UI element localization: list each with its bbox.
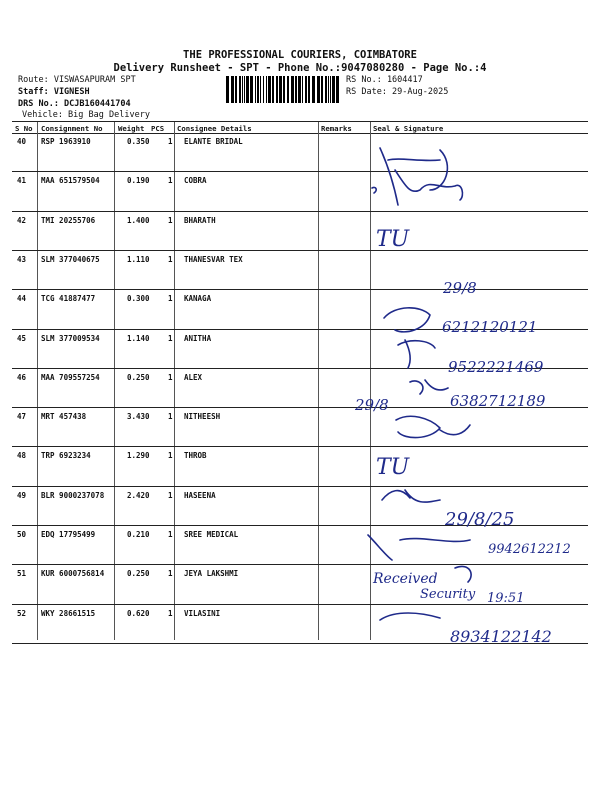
row-consignment: MAA 709557254 xyxy=(41,372,100,382)
col-sep xyxy=(370,122,371,640)
row-consignment: TMI 20255706 xyxy=(41,215,96,225)
signature-stroke xyxy=(368,535,470,560)
col-weight: Weight xyxy=(118,124,145,133)
row-weight: 0.250 xyxy=(127,372,150,382)
col-sep xyxy=(114,122,115,640)
row-consignee: VILASINI xyxy=(184,608,221,618)
row-pcs: 1 xyxy=(168,490,173,500)
barcode-bar xyxy=(255,76,256,103)
handwritten-note: Received xyxy=(373,571,438,587)
row-pcs: 1 xyxy=(168,451,173,461)
col-sep xyxy=(174,122,175,640)
row-consignment: SLM 377009534 xyxy=(41,333,100,343)
row-pcs: 1 xyxy=(168,294,173,304)
row-consignee: BHARATH xyxy=(184,215,216,225)
drs-number: DRS No.: DCJB160441704 xyxy=(18,99,131,109)
vehicle-label: Vehicle: Big Bag Delivery xyxy=(22,110,150,120)
row-sno: 40 xyxy=(17,137,27,146)
barcode-bar xyxy=(321,76,323,103)
row-sno: 52 xyxy=(17,608,27,618)
table-top-rule xyxy=(12,121,588,122)
row-pcs: 1 xyxy=(168,608,173,618)
barcode-bar xyxy=(257,76,259,103)
row-consignment: WKY 28661515 xyxy=(41,608,96,618)
row-rule xyxy=(12,250,588,251)
barcode-bar xyxy=(242,76,243,103)
row-rule xyxy=(12,171,588,172)
row-sno: 42 xyxy=(17,215,27,225)
handwritten-phone: 6212120121 xyxy=(442,318,538,336)
row-pcs: 1 xyxy=(168,215,173,225)
row-rule xyxy=(12,211,588,212)
row-rule xyxy=(12,604,588,605)
row-rule xyxy=(12,446,588,447)
row-rule xyxy=(12,329,588,330)
row-rule xyxy=(12,289,588,290)
row-consignment: EDQ 17795499 xyxy=(41,530,96,539)
row-rule xyxy=(12,643,588,644)
row-consignee: ANITHA xyxy=(184,333,212,343)
barcode-bar xyxy=(317,76,320,103)
col-sno: S No xyxy=(15,124,33,133)
col-consignment: Consignment No xyxy=(41,124,103,133)
row-pcs: 1 xyxy=(168,137,173,146)
barcode-bar xyxy=(298,76,301,103)
row-consignee: SREE MEDICAL xyxy=(184,530,239,539)
handwritten-tu: TU xyxy=(376,227,410,252)
row-consignee: JEYA LAKSHMI xyxy=(184,569,239,579)
col-consignee: Consignee Details xyxy=(177,124,252,133)
row-rule xyxy=(12,564,588,565)
signature-stroke xyxy=(382,490,440,502)
barcode-bar xyxy=(325,76,327,103)
staff-label: Staff: VIGNESH xyxy=(18,87,90,97)
barcode-bar xyxy=(332,76,335,103)
signature-stroke xyxy=(455,566,471,582)
barcode-bar xyxy=(235,76,237,103)
handwritten-note: Security xyxy=(420,587,476,602)
barcode-bar xyxy=(263,76,264,103)
row-weight: 1.140 xyxy=(127,333,150,343)
barcode-bar xyxy=(226,76,229,103)
row-weight: 0.190 xyxy=(127,176,150,186)
col-sep xyxy=(37,122,38,640)
barcode-bar xyxy=(295,76,297,103)
row-consignment: KUR 6000756814 xyxy=(41,569,105,579)
row-weight: 1.400 xyxy=(127,215,150,225)
rs-number: RS No.: 1604417 xyxy=(346,75,423,85)
col-pcs: PCS xyxy=(151,124,165,133)
row-pcs: 1 xyxy=(168,333,173,343)
row-consignment: SLM 377040675 xyxy=(41,254,100,264)
row-consignment: BLR 9000237078 xyxy=(41,490,105,500)
handwritten-phone: 9942612212 xyxy=(488,542,571,557)
barcode-bar xyxy=(302,76,303,103)
handwritten-date: 29/8 xyxy=(443,279,477,297)
barcode-bar xyxy=(305,76,307,103)
row-pcs: 1 xyxy=(168,176,173,186)
row-sno: 43 xyxy=(17,254,27,264)
signature-stroke xyxy=(430,150,447,190)
row-rule xyxy=(12,486,588,487)
row-consignment: MAA 651579504 xyxy=(41,176,100,186)
barcode-bar xyxy=(330,76,331,103)
table-header-rule xyxy=(12,133,588,134)
row-pcs: 1 xyxy=(168,254,173,264)
row-consignee: ELANTE BRIDAL xyxy=(184,137,243,146)
handwritten-date: 29/8 xyxy=(355,396,389,414)
barcode-bar xyxy=(328,76,329,103)
barcode-bar xyxy=(312,76,315,103)
row-rule xyxy=(12,525,588,526)
row-consignee: HASEENA xyxy=(184,490,216,500)
row-pcs: 1 xyxy=(168,412,173,422)
handwritten-phone: 8934122142 xyxy=(450,627,552,646)
row-consignment: TCG 41887477 xyxy=(41,294,96,304)
row-sno: 49 xyxy=(17,490,27,500)
signature-stroke xyxy=(395,170,462,200)
barcode-bar xyxy=(268,76,271,103)
signature-stroke xyxy=(410,380,448,394)
row-weight: 1.290 xyxy=(127,451,150,461)
rs-date: RS Date: 29-Aug-2025 xyxy=(346,87,449,97)
row-consignee: ALEX xyxy=(184,372,203,382)
row-sno: 45 xyxy=(17,333,27,343)
barcode-bar xyxy=(272,76,274,103)
signature-stroke xyxy=(388,159,440,160)
barcode-bar xyxy=(260,76,261,103)
barcode-bar xyxy=(239,76,241,103)
route-label: Route: VISWASAPURAM SPT xyxy=(18,75,136,85)
row-weight: 0.210 xyxy=(127,530,150,539)
barcode-bar xyxy=(291,76,294,103)
row-consignee: THANESVAR TEX xyxy=(184,254,243,264)
barcode-bar xyxy=(279,76,282,103)
barcode-bar xyxy=(308,76,310,103)
handwritten-tu: TU xyxy=(376,455,410,480)
row-sno: 46 xyxy=(17,372,27,382)
row-consignee: KANAGA xyxy=(184,294,212,304)
row-sno: 41 xyxy=(17,176,27,186)
row-pcs: 1 xyxy=(168,530,173,539)
barcode-bar xyxy=(287,76,289,103)
handwritten-phone: 6382712189 xyxy=(450,392,546,410)
row-rule xyxy=(12,368,588,369)
signature-stroke xyxy=(398,340,435,368)
row-consignee: THROB xyxy=(184,451,207,461)
handwritten-phone: 9522221469 xyxy=(448,358,544,376)
handwritten-date: 29/8/25 xyxy=(445,509,515,530)
barcode-bar xyxy=(244,76,245,103)
row-sno: 51 xyxy=(17,569,27,579)
row-sno: 47 xyxy=(17,412,27,422)
row-weight: 0.350 xyxy=(127,137,150,146)
signature-stroke xyxy=(380,148,398,205)
row-weight: 0.620 xyxy=(127,608,150,618)
barcode-bar xyxy=(283,76,285,103)
row-sno: 48 xyxy=(17,451,27,461)
signature-stroke xyxy=(380,613,440,620)
company-title: THE PROFESSIONAL COURIERS, COIMBATORE xyxy=(183,49,417,61)
row-consignment: TRP 6923234 xyxy=(41,451,91,461)
col-sep xyxy=(318,122,319,640)
signature-stroke xyxy=(372,187,376,193)
barcode-bar xyxy=(266,76,267,103)
row-weight: 0.250 xyxy=(127,569,150,579)
row-sno: 50 xyxy=(17,530,27,539)
row-weight: 2.420 xyxy=(127,490,150,500)
row-consignee: COBRA xyxy=(184,176,207,186)
row-consignment: MRT 457438 xyxy=(41,412,87,422)
row-pcs: 1 xyxy=(168,569,173,579)
barcode-bar xyxy=(246,76,249,103)
runsheet-subtitle: Delivery Runsheet - SPT - Phone No.:9047080280 - Page No.:4 xyxy=(113,62,487,74)
row-pcs: 1 xyxy=(168,372,173,382)
col-signature: Seal & Signature xyxy=(373,124,444,133)
row-consignment: RSP 1963910 xyxy=(41,137,91,146)
row-rule xyxy=(12,407,588,408)
col-remarks: Remarks xyxy=(321,124,352,133)
barcode-bar xyxy=(231,76,234,103)
row-sno: 44 xyxy=(17,294,27,304)
row-weight: 1.110 xyxy=(127,254,150,264)
row-weight: 0.300 xyxy=(127,294,150,304)
handwritten-time: 19:51 xyxy=(487,591,525,606)
barcode-bar xyxy=(250,76,253,103)
barcode-bar xyxy=(276,76,278,103)
signature-stroke xyxy=(396,416,470,437)
row-weight: 3.430 xyxy=(127,412,150,422)
row-consignee: NITHEESH xyxy=(184,412,221,422)
barcode-bar xyxy=(336,76,339,103)
